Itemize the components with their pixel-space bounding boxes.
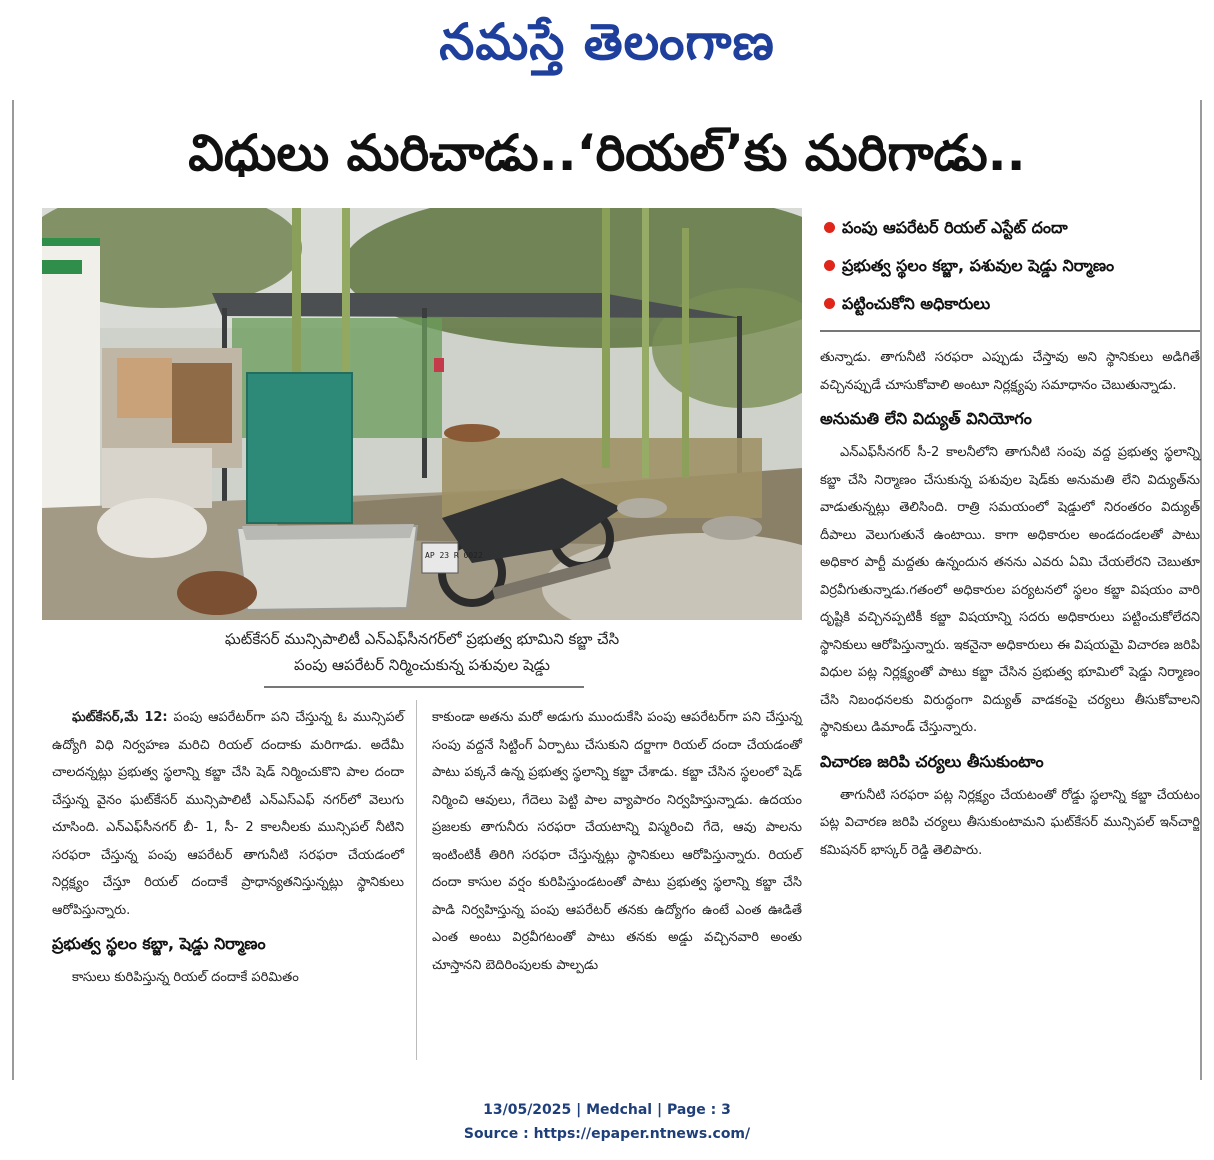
subheading: విచారణ జరిపి చర్యలు తీసుకుంటాం [820, 751, 1044, 771]
highlight-item [822, 288, 1202, 326]
highlight-item [822, 212, 1202, 250]
article-paragraph [52, 704, 404, 924]
article-column-1 [52, 704, 404, 992]
article-paragraph: కాసులు కురిపిస్తున్న రియల్ దందాకే పరిమితం [72, 970, 299, 985]
caption-line-2: పంపు ఆపరేటర్ నిర్మించుకున్న పశువుల షెడ్డు [294, 656, 550, 674]
article-paragraph: కాకుండా అతను మరో అడుగు ముందుకేసి పంపు ఆపరేటర్‌గా పని చేస్తున్న సంపు వద్దనే సిట్టింగ్ ఏర్పాటు చేసుకుని దర్జాగా రియల్ దందా చేయడంతో పాటు పక్కనే ఉన్న ప్రభుత్వ స్థలాన్ని కబ్జా చేశాడు. కబ్జా చేసిన స్థలంలో షెడ్ నిర్మించి ఆవులు, గేదెలు పెట్టి పాల వ్యాపారం నిర్వహిస్తున్నాడు. ఉదయం ప్రజలకు తాగునీరు సరఫరా చేయటాన్ని విస్మరించి గేదె, ఆవు పాలను ఇంటింటికీ తిరిగి సరఫరా చేస్తున్నట్లు స్థానికులు ఆరోపిస్తున్నారు. రియల్ దందా కాసుల వర్షం కురిపిస్తుండటంతో పాటు ప్రభుత్వ స్థలాన్ని కబ్జా చేసి పాడి నిర్వహిస్తున్న పంపు ఆపరేటర్ తనకు ఉద్యోగం ఉంటే ఎంత ఊడితే ఎంత అంటు విర్రవీగటంతో పాటు తనకు అడ్డు వచ్చినవారి అంతు చూస్తానని బెదిరింపులకు పాల్పడు [432, 710, 802, 973]
article-column-3 [820, 344, 1200, 864]
article-paragraph: ఎన్ఎఫ్‌సీనగర్ సీ-2 కాలనీలోని తాగునీటి సంపు వద్ద ప్రభుత్వ స్థలాన్ని కబ్జా చేసి నిర్మాణం చేసుకున్న పశువుల షెడ్‌కు అనుమతి లేని విద్యుత్‌ను వాడుతున్నట్లు తెలిసింది. రాత్రి సమయంలో షెడ్డులో నిరంతరం విద్యుత్ దీపాలు వెలుగుతునే ఉంటాయి. కాగా అధికారుల అండదండలతో పాటు అధికార పార్టీ మద్దతు ఉన్నందున తనను ఎవరు ఏమి చేయలేరని చెబుతూ విర్రవీగుతున్నాడు.గతంలో అధికారుల పర్యటనలో స్థలం కబ్జా విషయం వారి దృష్టికి వచ్చినప్పటికీ కబ్జా విషయాన్ని సదరు అధికారులు పట్టించుకోలేదని స్థానికులు ఆరోపిస్తున్నారు. ఇకనైనా అధికారులు ఈ విషయమై విచారణ జరిపి విధుల పట్ల నిర్లక్ష్యంతో పాటు కబ్జా చేసిన ప్రభుత్వ భూమిలో షెడ్డు నిర్మాణం చేసి నిబంధనలకు విరుద్ధంగా విద్యుత్ వాడకంపై చర్యలు తీసుకోవాలని స్థానికులు డిమాండ్ చేస్తున్నారు. [820, 445, 1200, 735]
news-photo [42, 208, 802, 620]
article-paragraph: తున్నాడు. తాగునీటి సరఫరా ఎప్పుడు చేస్తావు అని స్థానికులు అడిగితే వచ్చినప్పుడే చూసుకోవాలి అంటూ నిర్లక్ష్యపు సమాధానం చెబుతున్నాడు. [820, 350, 1200, 393]
highlight-text: పంపు ఆపరేటర్ రియల్ ఎస్టేట్ దందా [842, 218, 1068, 237]
caption-underline [264, 686, 584, 688]
paragraph-text: పంపు ఆపరేటర్‌గా పని చేస్తున్న ఓ మున్సిపల్ ఉద్యోగి విధి నిర్వహణ మరిచి రియల్ దందాకు మరిగాడు. అదేమీ చాలదన్నట్లు ప్రభుత్వ స్థలాన్ని కబ్జా చేసి షెడ్ నిర్మించుకొని పాల దందా చేస్తున్న వైనం ఘట్‌కేసర్ మున్సిపాలిటీ ఎన్ఎస్ఎఫ్ నగర్‌లో వెలుగు చూసింది. ఎన్ఎఫ్‌సీనగర్ బీ- 1, సీ- 2 కాలనీలకు మున్సిపల్ నీటిని సరఫరా చేస్తున్న పంపు ఆపరేటర్ తాగునీటి సరఫరా చేయడంలో నిర్లక్ష్యం చేస్తూ రియల్ దందాకే ప్రాధాన్యతనిస్తున్నట్లు స్థానికులు ఆరోపిస్తున్నారు. [52, 710, 404, 918]
highlights-list [822, 212, 1202, 326]
article-paragraph: తాగునీటి సరఫరా పట్ల నిర్లక్ష్యం చేయటంతో రోడ్డు స్థలాన్ని కబ్జా చేయటం పట్ల విచారణ జరిపి చర్యలు తీసుకుంటామని ఘట్‌కేసర్ మున్సిపల్ ఇన్‌చార్జి కమిషనర్ భాస్కర్ రెడ్డి తెలిపారు. [820, 787, 1200, 858]
article-column-2 [432, 704, 802, 979]
highlight-item [822, 250, 1202, 288]
footer [0, 1098, 1214, 1146]
column-divider [416, 700, 417, 1060]
highlight-text: పట్టించుకోని అధికారులు [842, 294, 991, 313]
source-link[interactable]: Source : https://epaper.ntnews.com/ [463, 1126, 751, 1142]
photo-caption [42, 626, 802, 678]
masthead-logo: నమస్తే తెలంగాణ [439, 13, 775, 71]
caption-line-1: ఘట్‌కేసర్ మున్సిపాలిటీ ఎన్ఎఫ్‌సీనగర్‌లో ప్రభుత్వ భూమిని కబ్జా చేసి [224, 630, 620, 648]
number-plate: AP 23 R 0022 [425, 551, 483, 560]
headline: విధులు మరిచాడు..‘రియల్’కు మరిగాడు.. [188, 124, 1026, 182]
highlight-text: ప్రభుత్వ స్థలం కబ్జా, పశువుల షెడ్డు నిర్మాణం [842, 256, 1115, 275]
subheading: అనుమతి లేని విద్యుత్ వినియోగం [820, 409, 1032, 428]
bullet-icon [824, 298, 835, 309]
subheading: ప్రభుత్వ స్థలం కబ్జా, షెడ్డు నిర్మాణం [52, 934, 266, 953]
bullet-icon [824, 222, 835, 233]
dateline: ఘట్‌కేసర్,మే 12: [72, 710, 168, 725]
edition-info: 13/05/2025 | Medchal | Page : 3 [483, 1102, 731, 1118]
bullet-icon [824, 260, 835, 271]
highlights-divider [820, 330, 1200, 332]
